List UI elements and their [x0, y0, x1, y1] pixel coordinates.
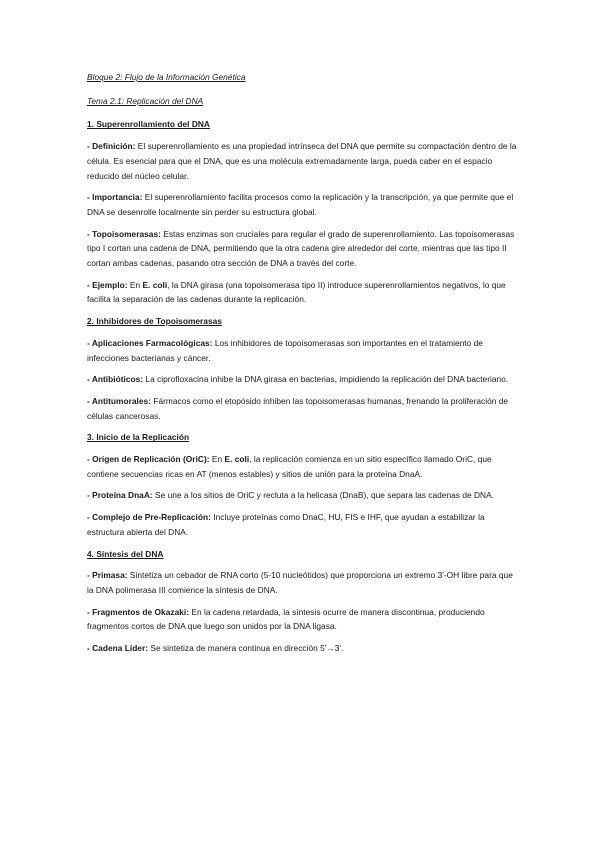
bullet-text: En la cadena retardada, la síntesis ocurre de manera discontinua, produciendo fragmentos cortos de DNA que luego son unidos por la DNA ligasa. [87, 606, 485, 632]
bullet-paragraph [87, 278, 517, 307]
document-page [87, 70, 517, 663]
bullet-text: , la DNA girasa (una topoisomerasa tipo II) introduce superenrollamientos negativos, lo que facilita la separación de las cadenas durante la replicación. [87, 279, 506, 305]
bullet-paragraph [87, 190, 517, 219]
bullet-paragraph [87, 336, 517, 365]
bullet-paragraph [87, 510, 517, 539]
bullet-term: - Antibióticos: [87, 374, 144, 385]
bullet-term: - Definición: [87, 141, 136, 152]
bullet-text: Se une a los sitios de OriC y recluta a la helicasa (DnaB), que separa las cadenas de DNA. [152, 490, 494, 501]
bullet-paragraph [87, 568, 517, 597]
bullet-term: - Proteína DnaA: [87, 490, 153, 501]
bullet-text-pre: En [209, 454, 225, 465]
bullet-text: Estas enzimas son cruciales para regular el grado de superenrollamiento. Las topoisomerasas tipo I cortan una cadena de DNA, permitiendo que la otra cadena gire alrededor del corte, mientras que las tipo II cortan ambas cadenas, pasando otra sección de DNA a través del corte. [87, 228, 515, 269]
bullet-paragraph [87, 139, 517, 183]
bullet-term: - Fragmentos de Okazaki: [87, 606, 190, 617]
bullet-term: - Primasa: [87, 570, 128, 581]
bullet-text-pre: En [127, 279, 143, 290]
section-heading: 4. Síntesis del DNA [87, 548, 164, 559]
bullet-term: - Topoisomerasas: [87, 228, 161, 239]
section-heading: 3. Inicio de la Replicación [87, 432, 190, 443]
bullet-text: Se sintetiza de manera continua en dirección 5'→3'. [148, 643, 344, 654]
bullet-text: Fármacos como el etopósido inhiben las topoisomerasas humanas, frenando la proliferación de células cancerosas. [87, 395, 509, 421]
bullet-text: La ciprofloxacina inhibe la DNA girasa en bacterias, impidiendo la replicación del DNA bacteriano. [143, 374, 509, 385]
bullet-paragraph [87, 605, 517, 634]
bullet-term: - Origen de Replicación (OriC): [87, 454, 210, 465]
bullet-term: - Aplicaciones Farmacológicas: [87, 337, 213, 348]
bullet-paragraph [87, 641, 517, 656]
organism-name: E. coli [224, 454, 250, 465]
bullet-text: El superenrollamiento facilita procesos como la replicación y la transcripción, ya que permite que el DNA se desenrolle localmente sin perder su estructura global. [87, 192, 514, 217]
bullet-text: Los inhibidores de topoisomerasas son importantes en el tratamiento de infecciones bacterianas y cáncer. [87, 337, 483, 363]
bullet-paragraph [87, 394, 517, 423]
document-body [87, 117, 517, 655]
tema-title: Tema 2.1: Replicación del DNA [87, 95, 204, 106]
bullet-term: - Antitumorales: [87, 395, 151, 406]
bullet-term: - Cadena Líder: [87, 643, 149, 654]
bullet-paragraph [87, 372, 517, 387]
bullet-text: El superenrollamiento es una propiedad intrínseca del DNA que permite su compactación dentro de la célula. Es esencial para que el DNA, que es una molécula extremadamente larga, pueda caber en el espacio reducido del núcleo celular. [87, 141, 517, 181]
bullet-paragraph [87, 452, 517, 481]
bloque-title: Bloque 2: Flujo de la Información Genética [87, 72, 246, 82]
bullet-term: - Ejemplo: [87, 279, 128, 290]
organism-name: E. coli [142, 279, 168, 290]
bullet-paragraph [87, 488, 517, 503]
bullet-text: Sintetiza un cebador de RNA corto (5-10 nucleótidos) que proporciona un extremo 3'-OH libre para que la DNA polimerasa III comience la síntesis de DNA. [87, 570, 513, 595]
section-heading: 1. Superenrollamiento del DNA [87, 119, 210, 130]
bullet-term: - Complejo de Pre-Replicación: [87, 512, 211, 523]
bullet-text: Incluye proteínas como DnaC, HU, FIS e IHF, que ayudan a estabilizar la estructura abierta del DNA. [87, 512, 485, 537]
bullet-text: , la replicación comienza en un sitio específico llamado OriC, que contiene secuencias ricas en AT (menos estables) y sitios de unión para la proteína DnaA. [87, 454, 492, 479]
section-heading: 2. Inhibidores de Topoisomerasas [87, 316, 222, 327]
bullet-term: - Importancia: [87, 192, 143, 203]
bullet-paragraph [87, 227, 517, 271]
